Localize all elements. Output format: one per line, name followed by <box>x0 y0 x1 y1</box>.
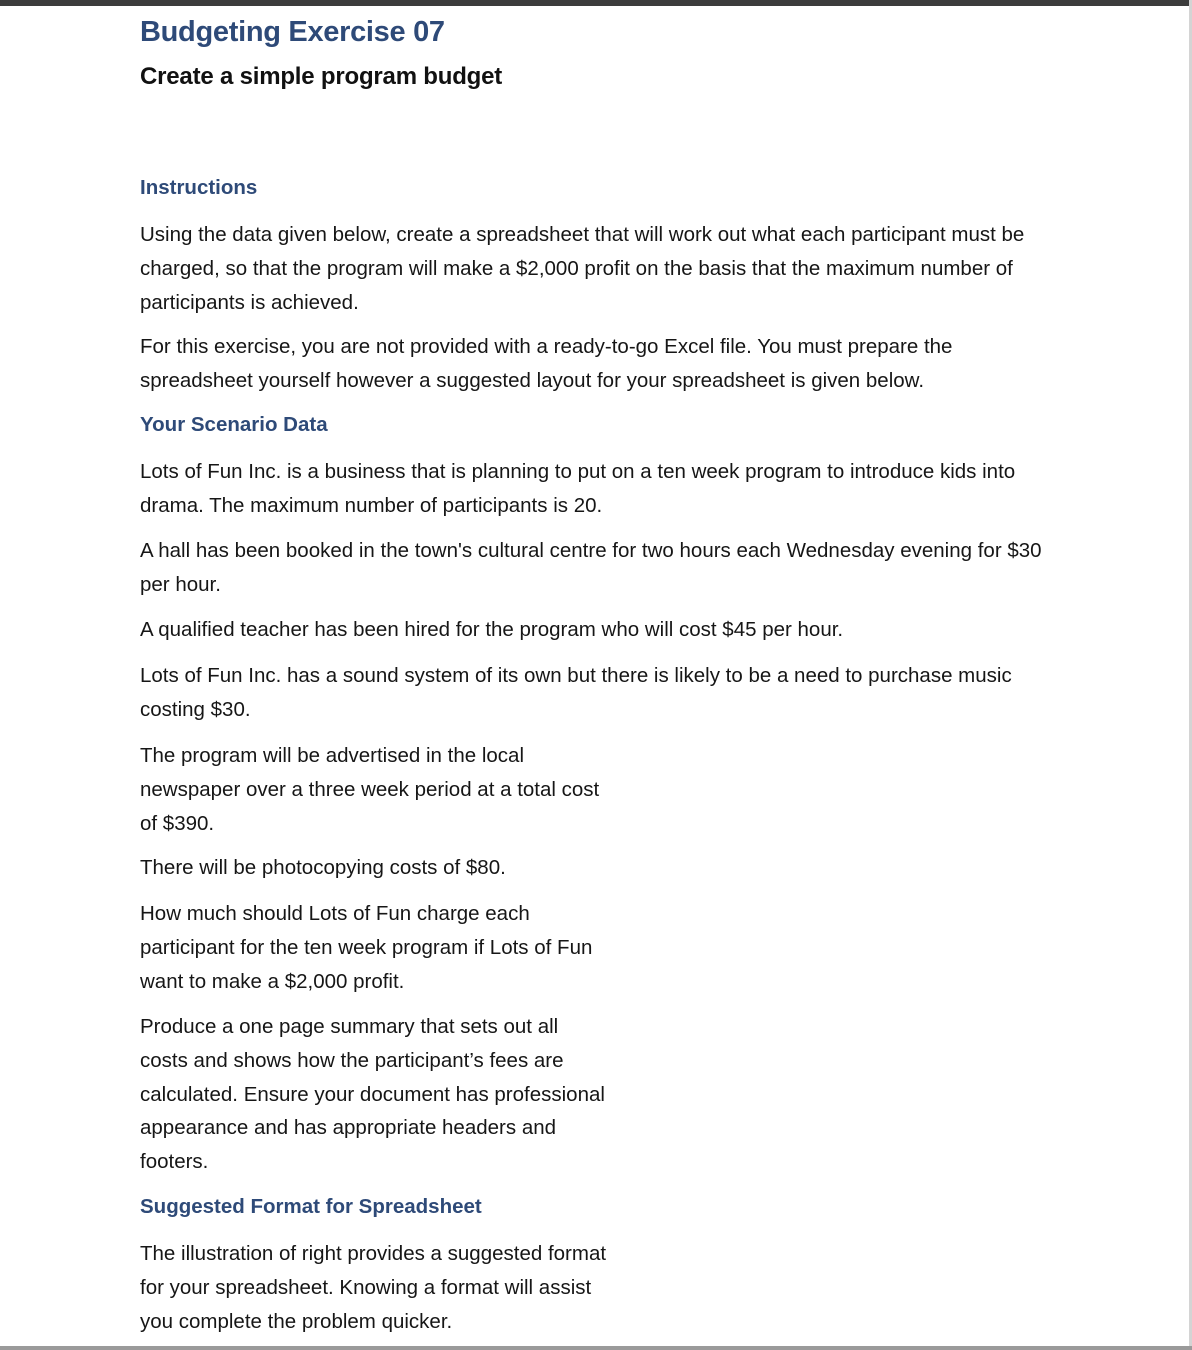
scenario-paragraph-4: Lots of Fun Inc. has a sound system of its own but there is likely to be a need to purchase music costing $30. <box>140 664 1012 721</box>
scenario-paragraph-1: Lots of Fun Inc. is a business that is planning to put on a ten week program to introduce kids into drama. The maximum number of participants is 20. <box>140 460 1016 517</box>
scenario-paragraph-6: There will be photocopying costs of $80. <box>140 856 506 879</box>
format-paragraph: The illustration of right provides a suggested format for your spreadsheet. Knowing a format will assist you complete the problem quicker. <box>140 1242 607 1333</box>
scenario-paragraph-3: A qualified teacher has been hired for the program who will cost $45 per hour. <box>140 618 844 641</box>
document-subtitle: Create a simple program budget <box>140 63 503 90</box>
page-bottom-edge <box>0 1346 1192 1350</box>
instructions-paragraph-2: For this exercise, you are not provided with a ready-to-go Excel file. You must prepare the spreadsheet yourself however a suggested layout for your spreadsheet is given below. <box>140 335 953 392</box>
instructions-heading: Instructions <box>140 176 258 199</box>
document-title: Budgeting Exercise 07 <box>140 16 445 48</box>
scenario-paragraph-7: How much should Lots of Fun charge each participant for the ten week program if Lots of Fun want to make a $2,000 profit. <box>140 902 593 993</box>
window-top-border <box>0 0 1192 6</box>
format-heading: Suggested Format for Spreadsheet <box>140 1195 482 1218</box>
scenario-paragraph-8: Produce a one page summary that sets out all costs and shows how the participant’s fees are calculated. Ensure your document has professional appearance and has appropriate headers and footers. <box>140 1015 605 1174</box>
scenario-heading: Your Scenario Data <box>140 413 328 436</box>
scenario-paragraph-2: A hall has been booked in the town's cultural centre for two hours each Wednesday evening for $30 per hour. <box>140 539 1042 596</box>
scenario-paragraph-5: The program will be advertised in the local newspaper over a three week period at a total cost of $390. <box>140 744 600 835</box>
instructions-paragraph-1: Using the data given below, create a spreadsheet that will work out what each participant must be charged, so that the program will make a $2,000 profit on the basis that the maximum number of participants is achieved. <box>140 223 1025 314</box>
